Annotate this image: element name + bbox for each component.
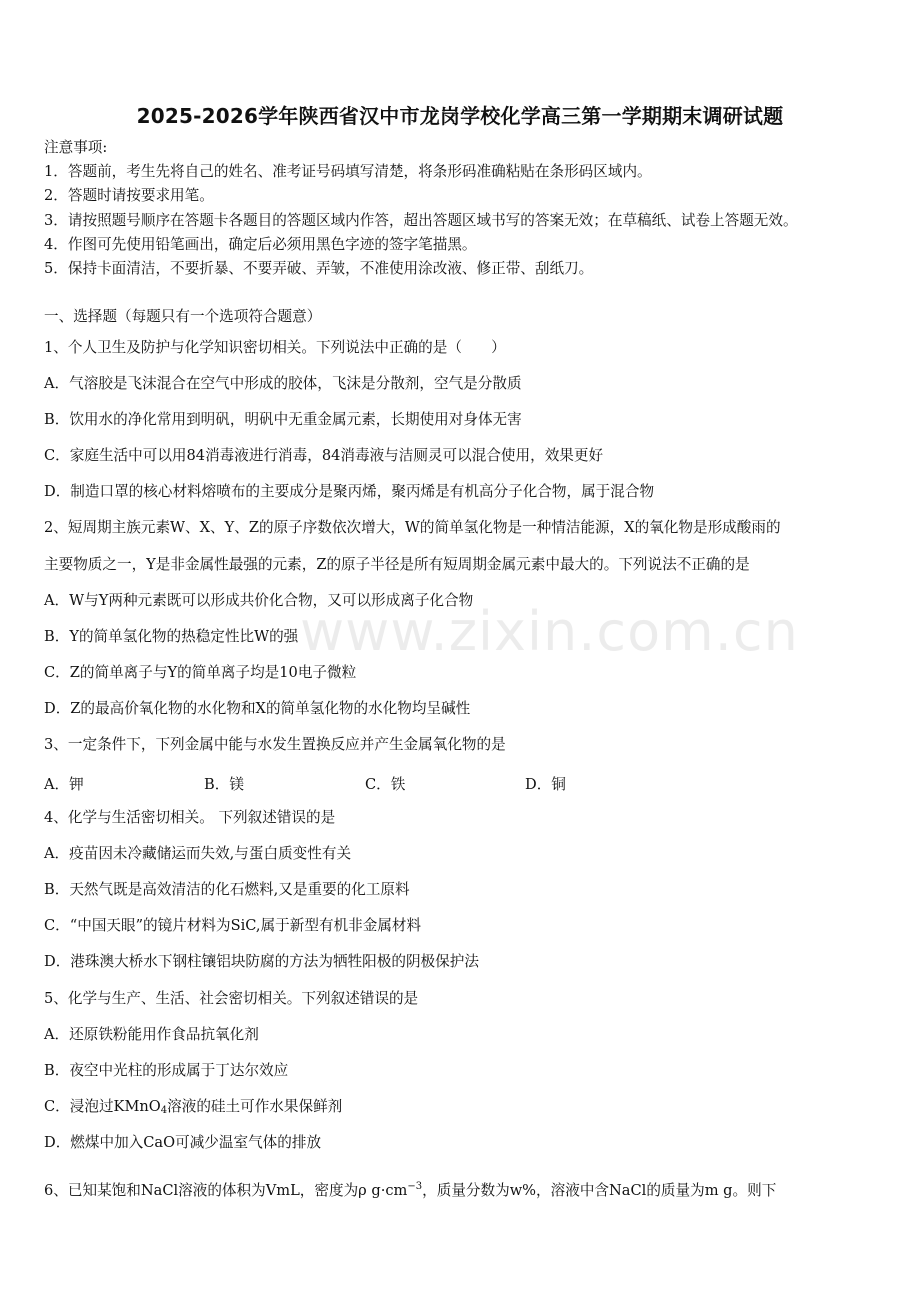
q6-stem-pre: 6、已知某饱和NaCl溶液的体积为VmL，密度为ρ g·cm <box>44 1182 408 1199</box>
page-title: 2025-2026学年陕西省汉中市龙岗学校化学高三第一学期期末调研试题 <box>136 104 784 128</box>
question-3-stem: 3、一定条件下，下列金属中能与水发生置换反应并产生金属氧化物的是 <box>44 736 506 753</box>
q5-option-b: B．夜空中光柱的形成属于丁达尔效应 <box>44 1062 289 1079</box>
q4-option-c: C．“中国天眼”的镜片材料为SiC,属于新型有机非金属材料 <box>44 917 422 934</box>
q6-stem-post: ，质量分数为w%，溶液中含NaCl的质量为m g。则下 <box>422 1182 777 1199</box>
q6-stem-superscript: −3 <box>407 1181 423 1192</box>
q2-option-c: C．Z的简单离子与Y的简单离子均是10电子微粒 <box>44 664 357 681</box>
q5-option-c-post: 溶液的硅土可作水果保鲜剂 <box>167 1098 343 1115</box>
q5-option-c-pre: C．浸泡过KMnO <box>44 1098 161 1115</box>
q5-option-c <box>44 1098 342 1120</box>
q1-option-d: D．制造口罩的核心材料熔喷布的主要成分是聚丙烯，聚丙烯是有机高分子化合物，属于混合物 <box>44 483 655 500</box>
question-4-stem: 4、化学与生活密切相关。 下列叙述错误的是 <box>44 809 336 826</box>
q1-option-c: C．家庭生活中可以用84消毒液进行消毒，84消毒液与洁厕灵可以混合使用，效果更好 <box>44 447 604 464</box>
q2-option-b: B．Y的简单氢化物的热稳定性比W的强 <box>44 628 299 645</box>
note-item: 4．作图可先使用铅笔画出，确定后必须用黑色字迹的签字笔描黑。 <box>44 236 477 253</box>
question-2-stem-line2: 主要物质之一，Y是非金属性最强的元素，Z的原子半径是所有短周期金属元素中最大的。下列说法不正确的是 <box>44 556 750 573</box>
q3-option-b: B．镁 <box>204 776 244 793</box>
q5-option-a: A．还原铁粉能用作食品抗氧化剂 <box>44 1026 259 1043</box>
watermark: www.zixin.com.cn <box>300 600 799 663</box>
notes-heading: 注意事项: <box>44 139 108 156</box>
note-item: 3．请按照题号顺序在答题卡各题目的答题区域内作答，超出答题区域书写的答案无效；在草稿纸、试卷上答题无效。 <box>44 212 798 229</box>
q5-option-d: D．燃煤中加入CaO可减少温室气体的排放 <box>44 1134 322 1151</box>
question-6-stem <box>44 1178 776 1200</box>
q4-option-a: A．疫苗因未冷藏储运而失效,与蛋白质变性有关 <box>44 845 352 862</box>
question-2-stem-line1: 2、短周期主族元素W、X、Y、Z的原子序数依次增大，W的简单氢化物是一种情洁能源，X的氧化物是形成酸雨的 <box>44 519 781 536</box>
q1-option-a: A．气溶胶是飞沫混合在空气中形成的胶体，飞沫是分散剂，空气是分散质 <box>44 375 522 392</box>
question-1-stem: 1、个人卫生及防护与化学知识密切相关。下列说法中正确的是（ ） <box>44 339 506 356</box>
q2-option-a: A．W与Y两种元素既可以形成共价化合物，又可以形成离子化合物 <box>44 592 474 609</box>
note-item: 1．答题前，考生先将自己的姓名、准考证号码填写清楚，将条形码准确粘贴在条形码区域内。 <box>44 163 652 180</box>
section-heading: 一、选择题（每题只有一个选项符合题意） <box>44 308 322 325</box>
note-item: 5．保持卡面清洁，不要折暴、不要弄破、弄皱，不准使用涂改液、修正带、刮纸刀。 <box>44 260 594 277</box>
q1-option-b: B．饮用水的净化常用到明矾，明矾中无重金属元素，长期使用对身体无害 <box>44 411 522 428</box>
q2-option-d: D．Z的最高价氧化物的水化物和X的简单氢化物的水化物均呈碱性 <box>44 700 471 717</box>
q4-option-d: D．港珠澳大桥水下钢柱镶铝块防腐的方法为牺牲阳极的阴极保护法 <box>44 953 479 970</box>
q5-option-c-subscript: 4 <box>160 1105 168 1116</box>
note-item: 2．答题时请按要求用笔。 <box>44 187 214 204</box>
q3-option-a: A．钾 <box>44 776 84 793</box>
q3-option-c: C．铁 <box>365 776 406 793</box>
question-5-stem: 5、化学与生产、生活、社会密切相关。下列叙述错误的是 <box>44 990 419 1007</box>
q3-option-d: D．铜 <box>525 776 566 793</box>
q4-option-b: B．天然气既是高效清洁的化石燃料,又是重要的化工原料 <box>44 881 410 898</box>
